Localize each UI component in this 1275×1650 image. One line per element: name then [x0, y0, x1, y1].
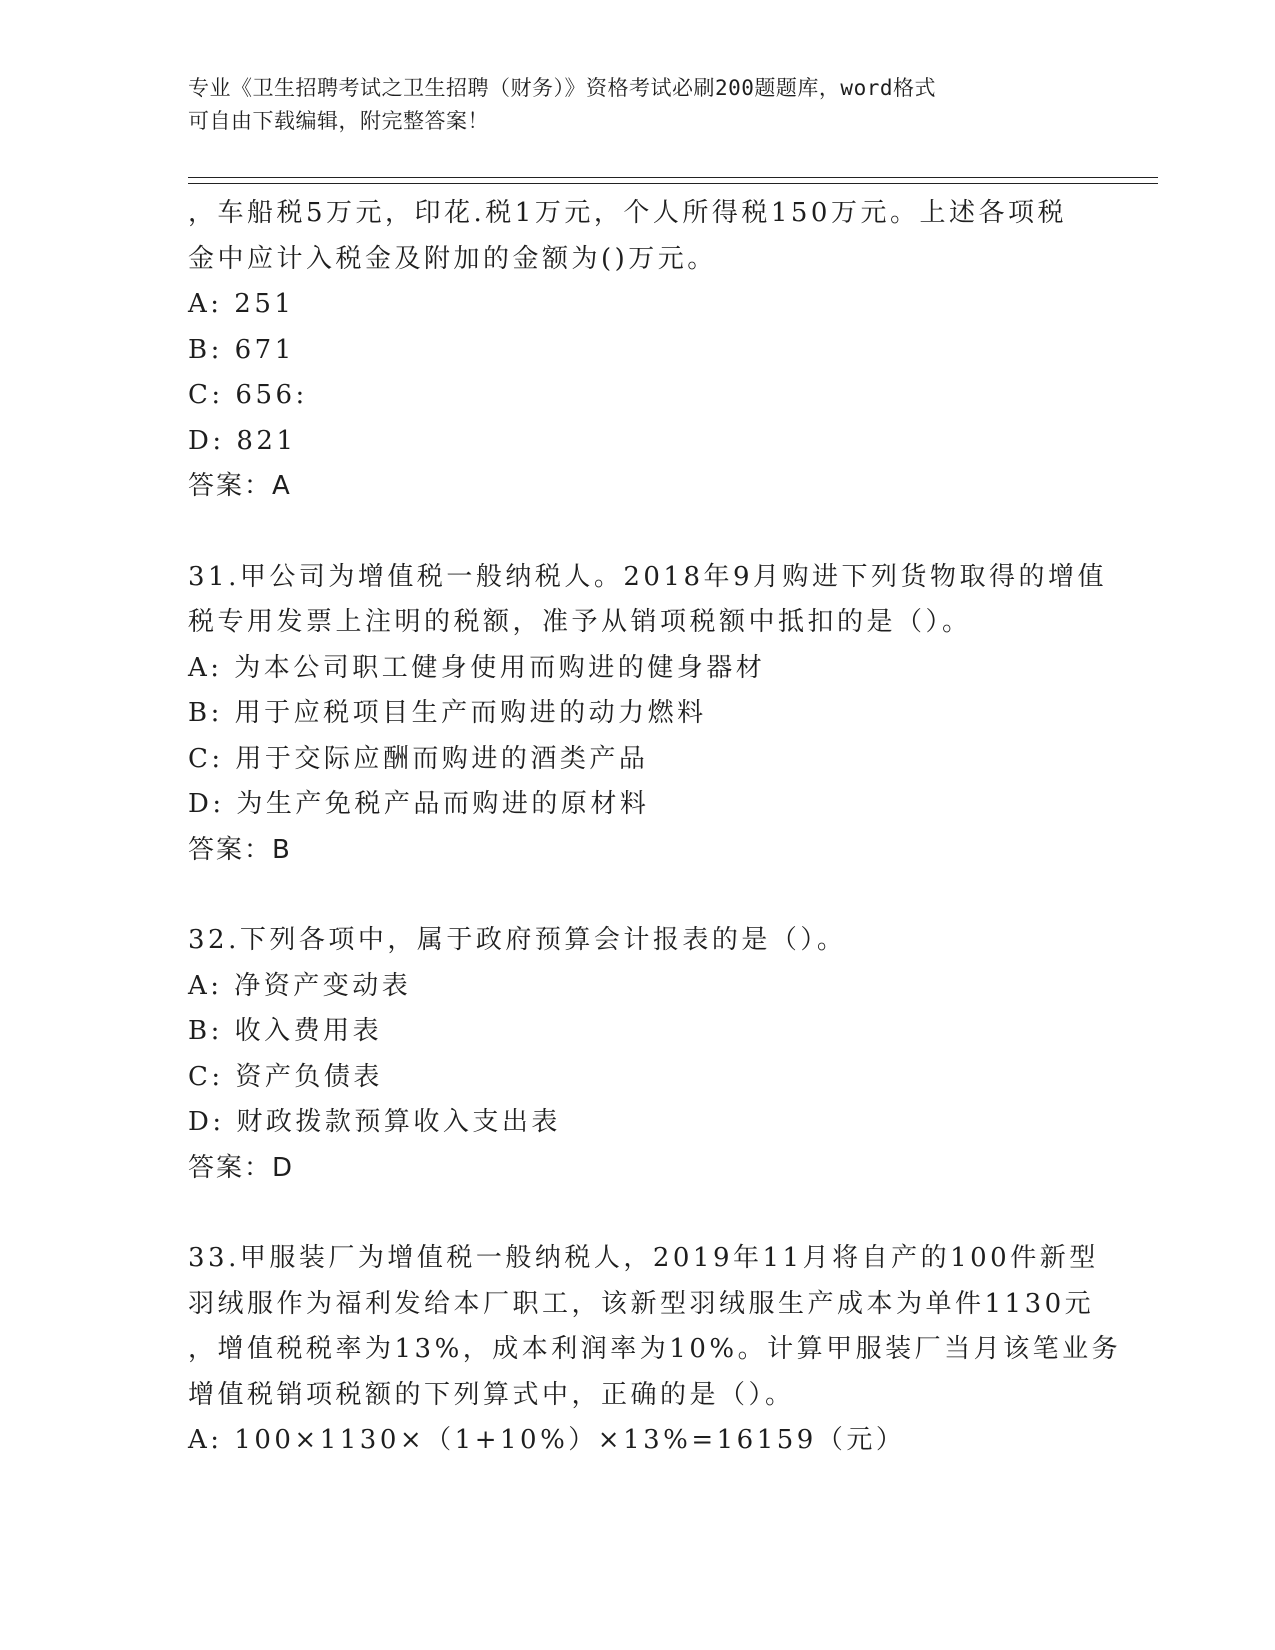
- header-divider-bottom: [188, 183, 1158, 184]
- option-c: C: 用于交际应酬而购进的酒类产品: [188, 743, 649, 774]
- option-a: A: 251: [188, 289, 295, 319]
- option-d: D: 为生产免税产品而购进的原材料: [188, 789, 650, 819]
- question-stem-line: 税专用发票上注明的税额，准予从销项税额中抵扣的是（）。: [188, 607, 972, 637]
- question-32: [188, 918, 1088, 1191]
- question-stem-line: 羽绒服作为福利发给本厂职工，该新型羽绒服生产成本为单件1130元: [188, 1288, 1095, 1319]
- option-d: D: 821: [188, 425, 297, 456]
- option-c: C: 656:: [188, 380, 308, 410]
- answer-label: 答案：B: [188, 834, 292, 865]
- question-30: [188, 191, 1088, 510]
- header-divider-top: [188, 177, 1158, 178]
- header-title-line-1: 专业《卫生招聘考试之卫生招聘（财务）》资格考试必刷200题题库，word格式: [188, 76, 936, 100]
- option-b: B: 收入费用表: [188, 1016, 383, 1046]
- question-spacer: [188, 1191, 1088, 1236]
- option-a: A: 100×1130×（1+10%）×13%=16159（元）: [188, 1425, 906, 1455]
- question-33: [188, 1236, 1122, 1464]
- question-stem-line: 金中应计入税金及附加的金额为()万元。: [188, 243, 717, 274]
- question-stem-line: ，增值税税率为13%，成本利润率为10%。计算甲服装厂当月该笔业务: [188, 1334, 1122, 1364]
- question-spacer: [188, 510, 1088, 555]
- question-31: [188, 555, 1108, 874]
- header-title-line-2: 可自由下载编辑，附完整答案！: [188, 109, 489, 133]
- question-list: [188, 191, 1122, 1464]
- option-c: C: 资产负债表: [188, 1061, 383, 1092]
- option-b: B: 671: [188, 334, 295, 365]
- answer-label: 答案：A: [188, 471, 292, 501]
- question-stem-line: 增值税销项税额的下列算式中，正确的是（）。: [188, 1379, 795, 1410]
- answer-label: 答案：D: [188, 1152, 295, 1183]
- option-d: D: 财政拨款预算收入支出表: [188, 1107, 561, 1137]
- option-a: A: 为本公司职工健身使用而购进的健身器材: [188, 652, 766, 683]
- option-a: A: 净资产变动表: [188, 970, 412, 1001]
- question-stem-line: 31.甲公司为增值税一般纳税人。2018年9月购进下列货物取得的增值: [188, 561, 1108, 592]
- question-spacer: [188, 873, 1088, 918]
- document-header: [188, 72, 1088, 138]
- question-stem-line: 33.甲服装厂为增值税一般纳税人，2019年11月将自产的100件新型: [188, 1243, 1099, 1273]
- question-stem-line: 32.下列各项中，属于政府预算会计报表的是（）。: [188, 925, 847, 955]
- question-stem-line: ，车船税5万元，印花.税1万元，个人所得税150万元。上述各项税: [188, 198, 1067, 228]
- option-b: B: 用于应税项目生产而购进的动力燃料: [188, 698, 707, 728]
